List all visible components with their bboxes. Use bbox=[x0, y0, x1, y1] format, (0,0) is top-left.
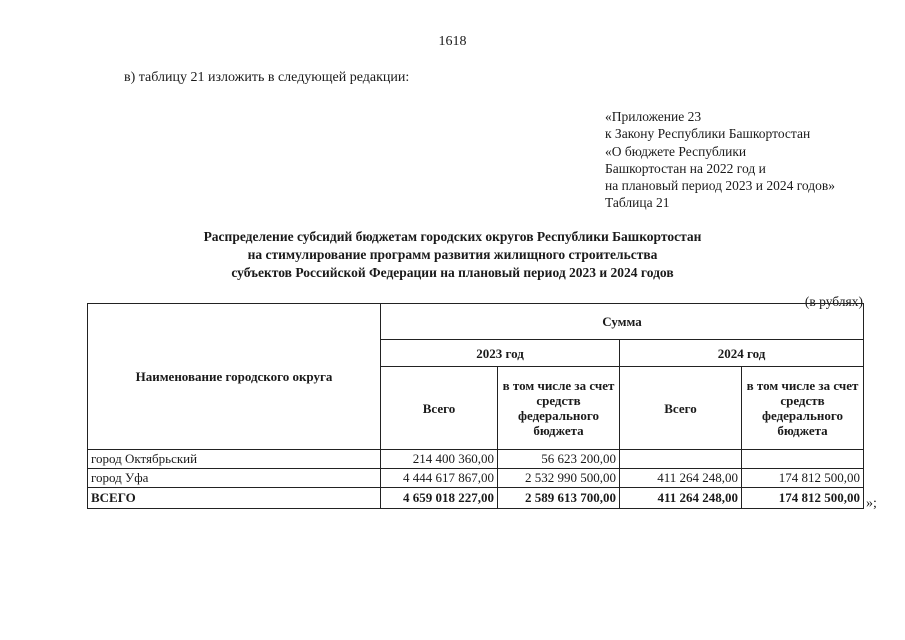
grand-total-2024: 411 264 248,00 bbox=[620, 488, 742, 509]
title-line: Распределение субсидий бюджетам городских округов Республики Башкортостан bbox=[203, 229, 702, 244]
header-year-2024: 2024 год bbox=[620, 340, 864, 367]
page-number: 1618 bbox=[438, 34, 467, 49]
title-line: субъектов Российской Федерации на плановый период 2023 и 2024 годов bbox=[231, 265, 674, 280]
intro-text: в) таблицу 21 изложить в следующей редакции: bbox=[124, 70, 410, 85]
grand-total-2023: 4 659 018 227,00 bbox=[381, 488, 498, 509]
federal-2023: 56 623 200,00 bbox=[498, 450, 620, 469]
header-total-2023: Всего bbox=[381, 367, 498, 450]
total-row bbox=[88, 488, 864, 509]
header-year-2023: 2023 год bbox=[381, 340, 620, 367]
federal-2024 bbox=[742, 450, 864, 469]
appendix-reference bbox=[605, 108, 835, 212]
grand-federal-2024: 174 812 500,00 bbox=[742, 488, 864, 509]
total-label: ВСЕГО bbox=[88, 488, 381, 509]
closing-quote: »; bbox=[866, 496, 877, 511]
appendix-line: «Приложение 23 bbox=[605, 109, 702, 124]
federal-2023: 2 532 990 500,00 bbox=[498, 469, 620, 488]
table-number: Таблица 21 bbox=[605, 195, 670, 211]
header-federal-2023: в том числе за счет средств федерального бюджета bbox=[498, 367, 620, 450]
subsidy-table bbox=[87, 303, 864, 509]
appendix-line: на плановый период 2023 и 2024 годов» bbox=[605, 178, 836, 194]
table-row bbox=[88, 469, 864, 488]
total-2024: 411 264 248,00 bbox=[620, 469, 742, 488]
header-sum: Сумма bbox=[381, 304, 864, 340]
district-name: город Уфа bbox=[88, 469, 381, 488]
table-row bbox=[88, 450, 864, 469]
units-label: (в рублях) bbox=[804, 294, 863, 309]
appendix-line: к Закону Республики Башкортостан bbox=[605, 126, 811, 142]
total-2023: 4 444 617 867,00 bbox=[381, 469, 498, 488]
header-district-name: Наименование городского округа bbox=[88, 304, 381, 450]
appendix-line: «О бюджете Республики bbox=[605, 143, 747, 159]
total-2024 bbox=[620, 450, 742, 469]
district-name: город Октябрьский bbox=[88, 450, 381, 469]
grand-federal-2023: 2 589 613 700,00 bbox=[498, 488, 620, 509]
total-2023: 214 400 360,00 bbox=[381, 450, 498, 469]
header-total-2024: Всего bbox=[620, 367, 742, 450]
appendix-line: Башкортостан на 2022 год и bbox=[605, 160, 766, 176]
document-title bbox=[0, 228, 905, 282]
title-line: на стимулирование программ развития жилищного строительства bbox=[247, 247, 658, 262]
federal-2024: 174 812 500,00 bbox=[742, 469, 864, 488]
header-federal-2024: в том числе за счет средств федерального бюджета bbox=[742, 367, 864, 450]
